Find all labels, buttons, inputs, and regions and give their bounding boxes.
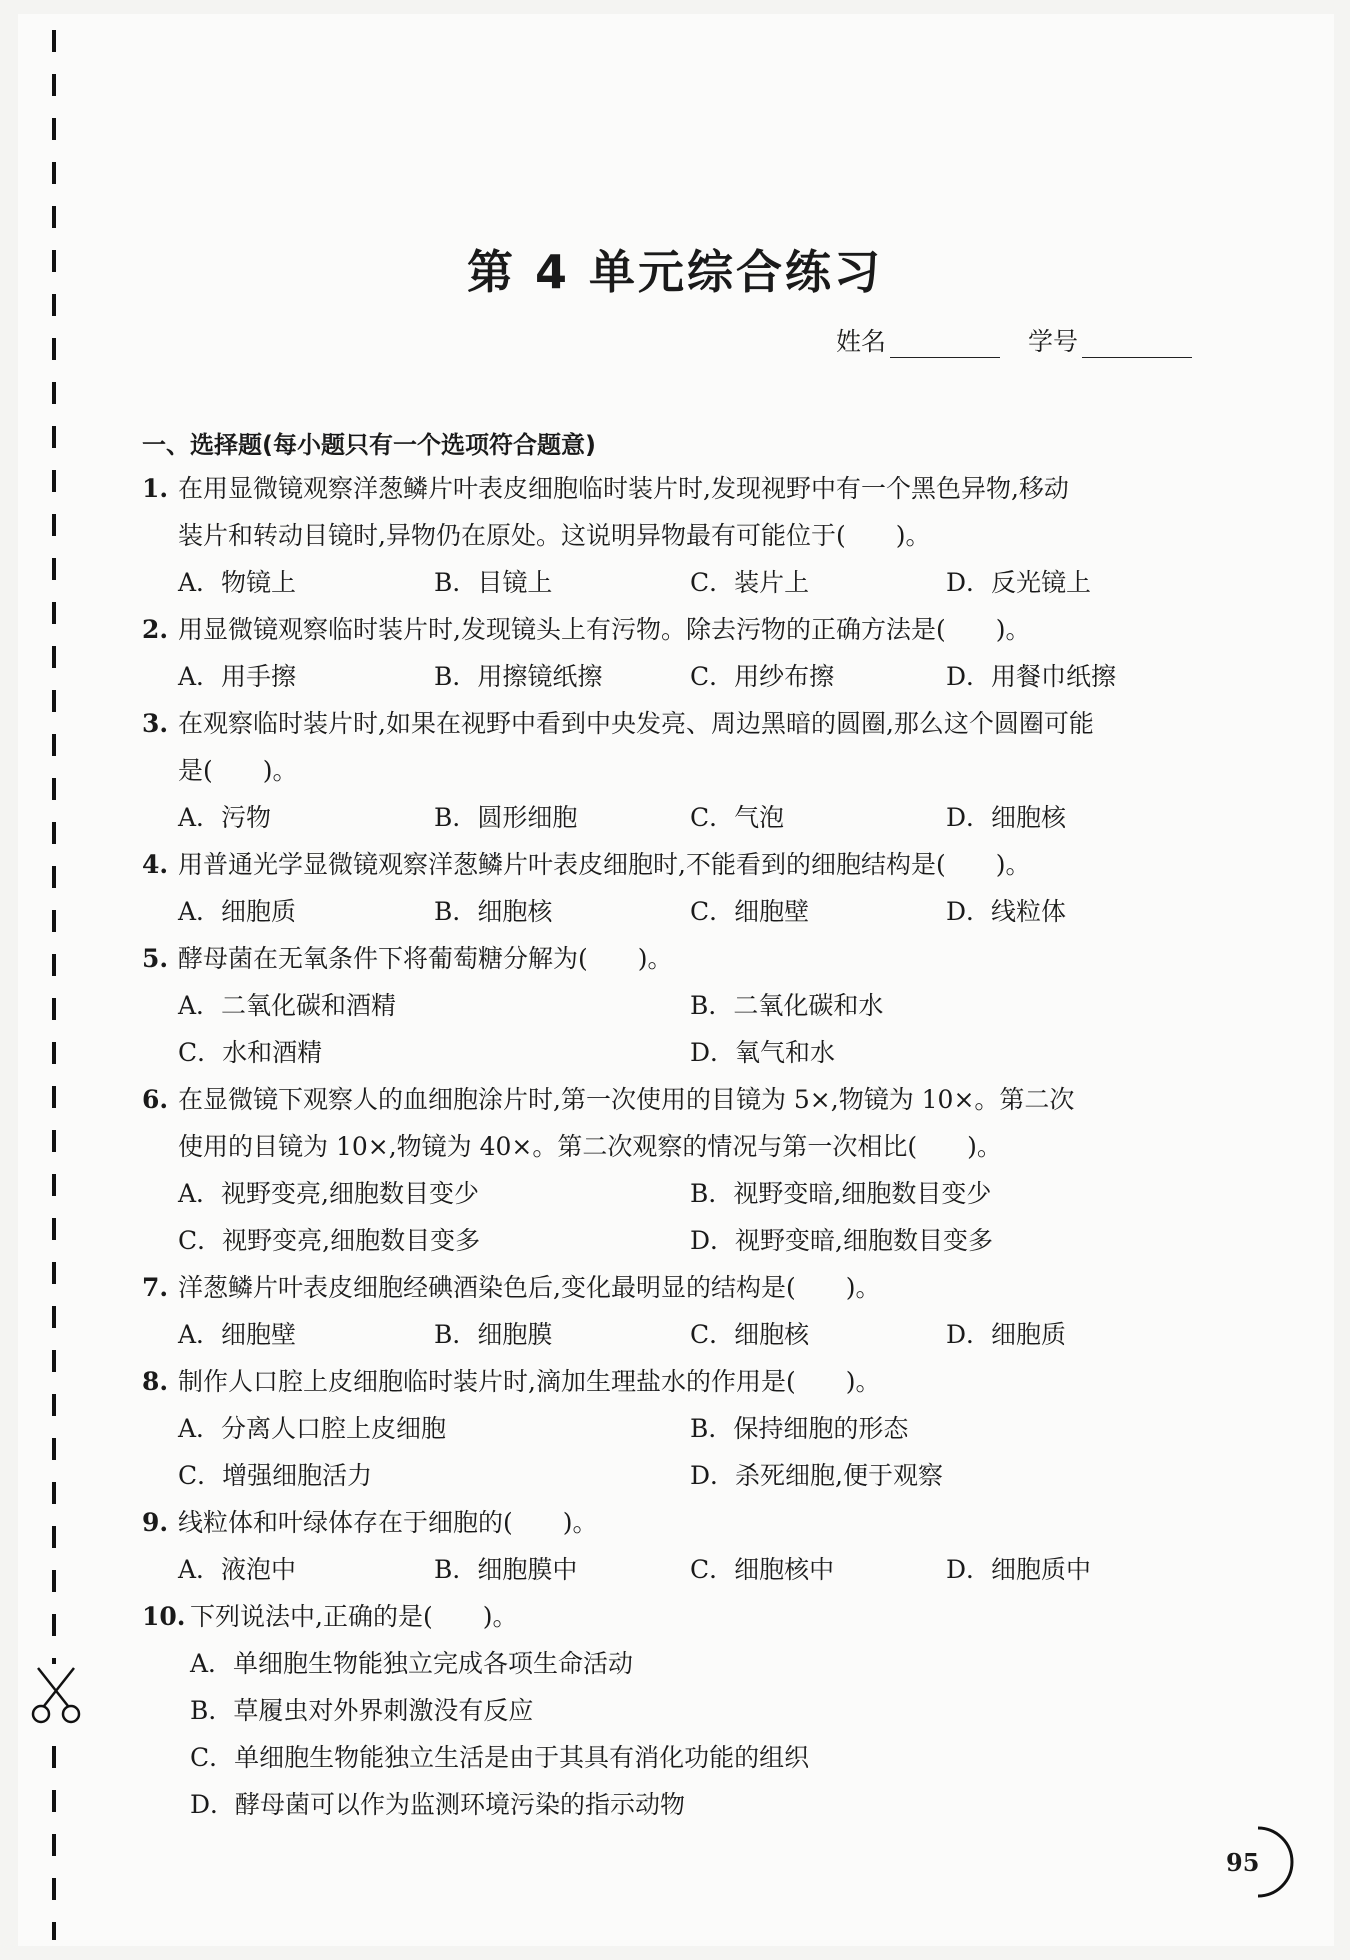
question-text: 装片和转动目镜时,异物仍在原处。这说明异物最有可能位于( )。 [178,521,931,550]
question-number: 8. [142,1367,169,1396]
name-label: 姓名 [835,327,886,356]
question-number: 6. [142,1085,169,1114]
option-b[interactable]: B．用擦镜纸擦 [434,662,603,691]
question-number: 5. [142,944,169,973]
option-a[interactable]: A．视野变亮,细胞数目变少 [178,1179,480,1208]
option-a[interactable]: A．细胞质 [178,897,297,926]
question-number: 3. [142,709,169,738]
option-c[interactable]: C．细胞壁 [690,897,810,926]
question-7 [142,1264,1202,1358]
question-8 [142,1358,1202,1499]
question-5 [142,935,1202,1076]
option-b[interactable]: B．二氧化碳和水 [690,991,884,1020]
option-c[interactable]: C．用纱布擦 [690,662,835,691]
option-b[interactable]: B．细胞膜中 [434,1555,578,1584]
option-d[interactable]: D．细胞质 [946,1320,1067,1349]
question-text: 制作人口腔上皮细胞临时装片时,滴加生理盐水的作用是( )。 [178,1367,881,1396]
question-list [142,465,1202,1828]
option-c[interactable]: C．增强细胞活力 [178,1461,373,1490]
option-d[interactable]: D．杀死细胞,便于观察 [690,1461,943,1490]
question-number: 7. [142,1273,169,1302]
question-2 [142,606,1202,700]
question-1 [142,465,1202,606]
option-a[interactable]: A．单细胞生物能独立完成各项生命活动 [190,1649,634,1678]
cut-line [52,30,58,1940]
page-number: 95 [1226,1848,1260,1877]
question-text: 酵母菌在无氧条件下将葡萄糖分解为( )。 [178,944,673,973]
option-a[interactable]: A．细胞壁 [178,1320,297,1349]
question-text: 使用的目镜为 10×,物镜为 40×。第二次观察的情况与第一次相比( )。 [178,1132,1002,1161]
option-a[interactable]: A．污物 [178,803,272,832]
question-4 [142,841,1202,935]
question-text: 用普通光学显微镜观察洋葱鳞片叶表皮细胞时,不能看到的细胞结构是( )。 [178,850,1031,879]
page-title: 第 4 单元综合练习 [466,245,884,299]
option-b[interactable]: B．草履虫对外界刺激没有反应 [190,1696,534,1725]
option-b[interactable]: B．保持细胞的形态 [690,1414,909,1443]
option-b[interactable]: B．细胞膜 [434,1320,553,1349]
option-c[interactable]: C．单细胞生物能独立生活是由于其具有消化功能的组织 [190,1743,810,1772]
option-c[interactable]: C．水和酒精 [178,1038,323,1067]
option-d[interactable]: D．视野变暗,细胞数目变多 [690,1226,993,1255]
option-d[interactable]: D．细胞质中 [946,1555,1092,1584]
question-text: 在显微镜下观察人的血细胞涂片时,第一次使用的目镜为 5×,物镜为 10×。第二次 [178,1085,1075,1114]
id-field[interactable] [1028,322,1192,358]
question-9 [142,1499,1202,1593]
question-text: 用显微镜观察临时装片时,发现镜头上有污物。除去污物的正确方法是( )。 [178,615,1031,644]
option-b[interactable]: B．圆形细胞 [434,803,578,832]
option-c[interactable]: C．细胞核 [690,1320,810,1349]
option-a[interactable]: A．二氧化碳和酒精 [178,991,397,1020]
option-d[interactable]: D．线粒体 [946,897,1067,926]
question-text: 下列说法中,正确的是( )。 [190,1602,518,1631]
scissors-icon [28,1664,84,1728]
option-b[interactable]: B．视野变暗,细胞数目变少 [690,1179,992,1208]
question-6 [142,1076,1202,1264]
id-label: 学号 [1027,327,1078,356]
option-b[interactable]: B．细胞核 [434,897,553,926]
question-number: 1. [142,474,169,503]
question-text: 是( )。 [178,756,298,785]
question-text: 在观察临时装片时,如果在视野中看到中央发亮、周边黑暗的圆圈,那么这个圆圈可能 [178,709,1094,738]
option-a[interactable]: A．液泡中 [178,1555,297,1584]
option-a[interactable]: A．用手擦 [178,662,297,691]
option-c[interactable]: C．视野变亮,细胞数目变多 [178,1226,481,1255]
option-a[interactable]: A．分离人口腔上皮细胞 [178,1414,447,1443]
question-text: 线粒体和叶绿体存在于细胞的( )。 [178,1508,598,1537]
section-heading: 一、选择题(每小题只有一个选项符合题意) [142,431,596,459]
question-text: 洋葱鳞片叶表皮细胞经碘酒染色后,变化最明显的结构是( )。 [178,1273,881,1302]
name-blank[interactable] [890,331,1000,358]
option-d[interactable]: D．用餐巾纸擦 [946,662,1117,691]
name-field[interactable] [836,322,1000,358]
question-3 [142,700,1202,841]
option-c[interactable]: C．装片上 [690,568,810,597]
student-info [836,322,1192,358]
option-d[interactable]: D．酵母菌可以作为监测环境污染的指示动物 [190,1790,686,1819]
option-d[interactable]: D．氧气和水 [690,1038,836,1067]
question-text: 在用显微镜观察洋葱鳞片叶表皮细胞临时装片时,发现视野中有一个黑色异物,移动 [178,474,1069,503]
option-d[interactable]: D．反光镜上 [946,568,1092,597]
option-a[interactable]: A．物镜上 [178,568,297,597]
option-c[interactable]: C．细胞核中 [690,1555,835,1584]
option-c[interactable]: C．气泡 [690,803,785,832]
page-number-badge [1218,1822,1298,1902]
option-d[interactable]: D．细胞核 [946,803,1067,832]
option-b[interactable]: B．目镜上 [434,568,553,597]
question-number: 4. [142,850,169,879]
question-number: 2. [142,615,169,644]
question-number: 9. [142,1508,169,1537]
question-number: 10. [142,1602,186,1631]
question-10 [142,1593,1202,1828]
id-blank[interactable] [1082,331,1192,358]
